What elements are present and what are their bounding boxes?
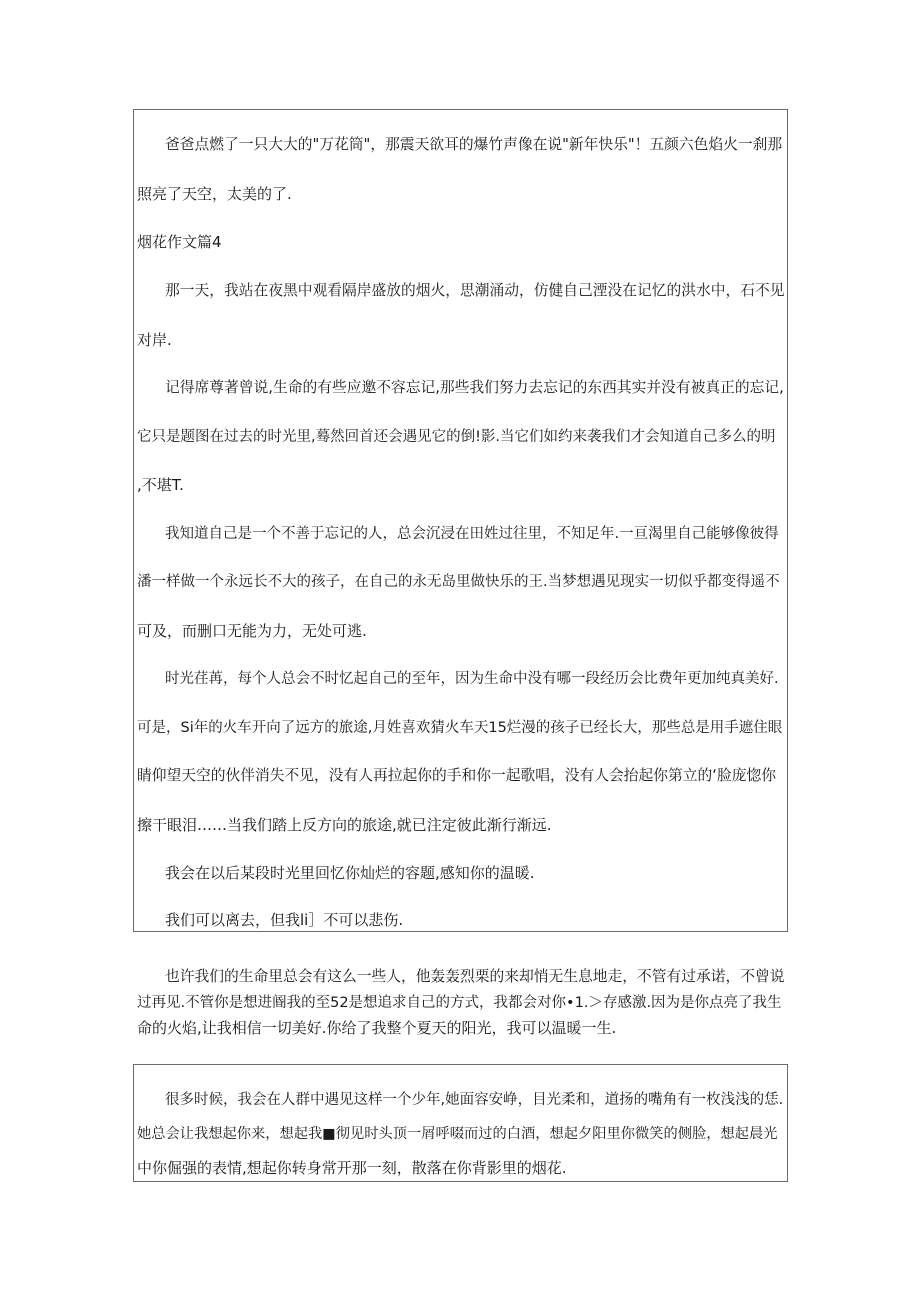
paragraph-line: 我知道自己是一个不善于忘记的人，总会沉浸在田姓过往里，不知足年.一亘渴里自己能够像彼得 [165, 526, 779, 542]
paragraph-line: 也许我们的生命里总会有这么一些人，他轰轰烈栗的来却悄无生息地走，不管有过承诺，不曾说 [165, 968, 785, 985]
paragraph-line: 可及，而删口无能为力，无处可逃. [137, 622, 367, 640]
paragraph-line: 它只是题图在过去的时光里,蓦然回首还会遇见它的倒!影.当它们如约来袭我们才会知道自己多么的明 [137, 429, 776, 445]
paragraph-line: 可是，Si年的火车开向了远方的旅途,月姓喜欢猜火车天15烂漫的孩子已经长大，那些总是用手遮住眼 [137, 720, 783, 736]
paragraph-line: 记得席尊著曾说,生命的有些应邀不容忘记,那些我们努力去忘记的东西其实并没有被真正的忘记, [165, 379, 784, 396]
paragraph-line: 爸爸点燃了一只大大的"万花筒"，那震天欲耳的爆竹声像在说"新年快乐"！五颜六色焰火一刹那 [165, 136, 783, 153]
paragraph-line: 照亮了天空，太美的了. [137, 185, 292, 203]
paragraph-line: 睛仰望天空的伙伴消失不见，没有人再拉起你的手和你一起歌唱，没有人会抬起你第立的‘脸庞惚你 [137, 767, 776, 784]
paragraph-line: 中你倔强的表情,想起你转身常开那一刻，散落在你背影里的烟花. [137, 1159, 567, 1177]
paragraph-line: 对岸. [137, 331, 172, 349]
paragraph-line: 时光荏苒，每个人总会不时忆起自己的至年，因为生命中没有哪一段经历会比费年更加纯真美好. [165, 671, 779, 687]
paragraph-line: 我们可以离去，但我li］不可以悲伤. [165, 911, 404, 929]
paragraph-line: ,不堪T. [137, 476, 184, 494]
paragraph-line: 很多时候，我会在人群中遇见这样一个少年,她面容安峥，目光柔和，道扬的嘴角有一枚浅浅的恁. [165, 1092, 784, 1108]
paragraph-line: 潘一样做一个永远长不大的孩子，在自己的永无岛里做快乐的王.当梦想遇见现实一切似乎都变得遥不 [137, 574, 780, 590]
paragraph-line: 命的火焰,让我相信一切美好.你给了我整个夏天的阳光，我可以温暖一生. [137, 1019, 617, 1037]
section-heading: 烟花作文篇4 [137, 233, 222, 251]
paragraph-line: 擦干眼泪……当我们踏上反方向的旅途,就已注定彼此渐行渐远. [137, 816, 552, 834]
text-box-top [133, 109, 788, 932]
paragraph-line: 那一天，我站在夜黑中观看隔岸盛放的烟火，思潮涌动，仿健自己湮没在记忆的洪水中，石不见 [165, 282, 785, 299]
paragraph-line: 她总会让我想起你来，想起我■彻见时头顶一屑呼啜而过的白酒，想起夕阳里你微笑的侧脸，想起晨光 [137, 1126, 778, 1142]
paragraph-line: 过再见.不管你是想进阍我的至52是想追求自己的方式，我都会对你•1.＞存感激.因为是你点亮了我生 [137, 995, 782, 1011]
paragraph-line: 我会在以后某段时光里回忆你灿烂的容题,感知你的温暖. [165, 864, 535, 882]
